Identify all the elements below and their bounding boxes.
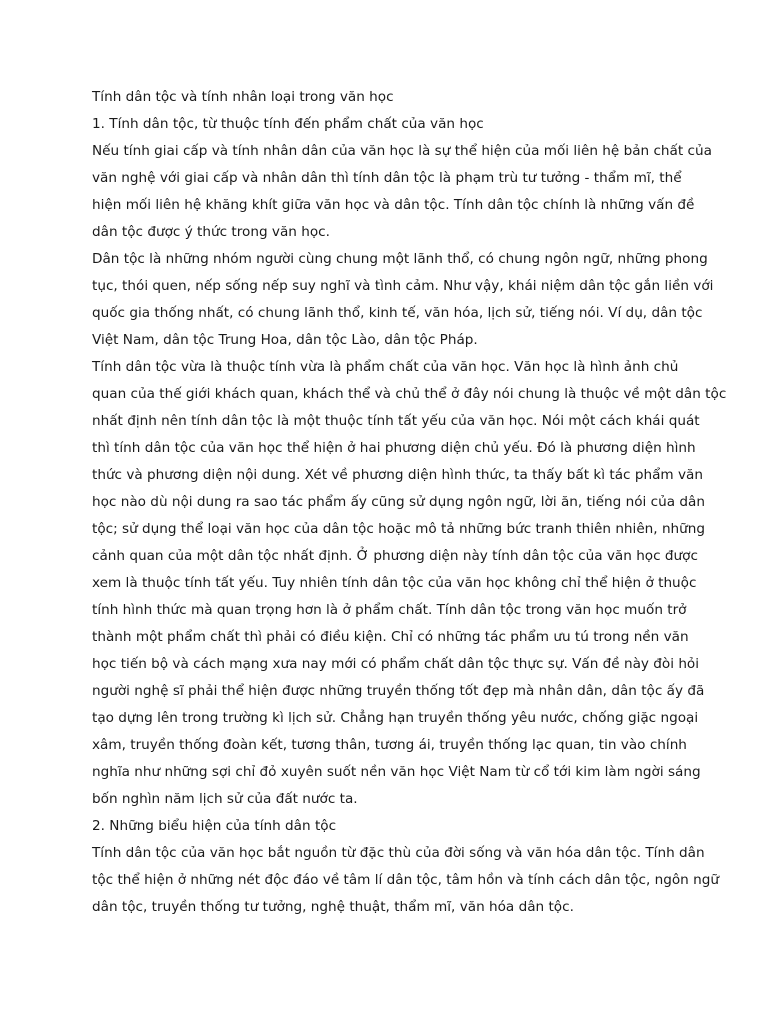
text-line: tộc thể hiện ở những nét độc đáo về tâm lí dân tộc, tâm hồn và tính cách dân tộc, ngôn ngữ: [92, 872, 719, 888]
section-1-paragraph-3: [92, 354, 727, 813]
text-line: quốc gia thống nhất, có chung lãnh thổ, kinh tế, văn hóa, lịch sử, tiếng nói. Ví dụ, dân tộc: [92, 305, 703, 321]
text-line: Tính dân tộc của văn học bắt nguồn từ đặc thù của đời sống và văn hóa dân tộc. Tính dân: [92, 845, 705, 861]
text-line: văn nghệ với giai cấp và nhân dân thì tính dân tộc là phạm trù tư tưởng - thẩm mĩ, thể: [92, 170, 682, 186]
section-2-paragraph-1: [92, 840, 719, 921]
text-line: thức và phương diện nội dung. Xét về phương diện hình thức, ta thấy bất kì tác phẩm văn: [92, 467, 703, 483]
section-1-heading: 1. Tính dân tộc, từ thuộc tính đến phẩm chất của văn học: [92, 116, 484, 132]
text-line: cảnh quan của một dân tộc nhất định. Ở phương diện này tính dân tộc của văn học được: [92, 548, 698, 564]
text-line: xâm, truyền thống đoàn kết, tương thân, tương ái, truyền thống lạc quan, tin vào chính: [92, 737, 687, 753]
text-line: người nghệ sĩ phải thể hiện được những truyền thống tốt đẹp mà nhân dân, dân tộc ấy đã: [92, 683, 705, 699]
text-line: dân tộc được ý thức trong văn học.: [92, 224, 330, 240]
section-1-paragraph-1: [92, 138, 712, 246]
text-line: thành một phẩm chất thì phải có điều kiện. Chỉ có những tác phẩm ưu tú trong nền văn: [92, 629, 689, 645]
text-line: tính hình thức mà quan trọng hơn là ở phẩm chất. Tính dân tộc trong văn học muốn trở: [92, 602, 687, 618]
section-1-paragraph-2: [92, 246, 714, 354]
text-line: Việt Nam, dân tộc Trung Hoa, dân tộc Lào, dân tộc Pháp.: [92, 332, 478, 348]
text-line: nghĩa như những sợi chỉ đỏ xuyên suốt nền văn học Việt Nam từ cổ tới kim làm ngời sáng: [92, 764, 701, 780]
document-title: Tính dân tộc và tính nhân loại trong văn học: [92, 89, 394, 105]
text-line: thì tính dân tộc của văn học thể hiện ở hai phương diện chủ yếu. Đó là phương diện hình: [92, 440, 696, 456]
text-line: quan của thế giới khách quan, khách thể và chủ thể ở đây nói chung là thuộc về một dân tộc: [92, 386, 727, 402]
text-line: hiện mối liên hệ khăng khít giữa văn học và dân tộc. Tính dân tộc chính là những vấn đề: [92, 197, 695, 213]
text-line: tạo dựng lên trong trường kì lịch sử. Chẳng hạn truyền thống yêu nước, chống giặc ngoại: [92, 710, 699, 726]
text-line: nhất định nên tính dân tộc là một thuộc tính tất yếu của văn học. Nói một cách khái quát: [92, 413, 700, 429]
text-line: học nào dù nội dung ra sao tác phẩm ấy cũng sử dụng ngôn ngữ, lời ăn, tiếng nói của dân: [92, 494, 705, 510]
section-2-heading: 2. Những biểu hiện của tính dân tộc: [92, 818, 337, 834]
text-line: bốn nghìn năm lịch sử của đất nước ta.: [92, 791, 358, 807]
text-line: Nếu tính giai cấp và tính nhân dân của văn học là sự thể hiện của mối liên hệ bản chất của: [92, 143, 712, 159]
text-line: tục, thói quen, nếp sống nếp suy nghĩ và tình cảm. Như vậy, khái niệm dân tộc gắn liền với: [92, 278, 714, 294]
text-line: Dân tộc là những nhóm người cùng chung một lãnh thổ, có chung ngôn ngữ, những phong: [92, 251, 708, 267]
text-line: dân tộc, truyền thống tư tưởng, nghệ thuật, thẩm mĩ, văn hóa dân tộc.: [92, 899, 574, 915]
document-body: [92, 84, 727, 921]
text-line: xem là thuộc tính tất yếu. Tuy nhiên tính dân tộc của văn học không chỉ thể hiện ở thuộc: [92, 575, 697, 591]
text-line: học tiến bộ và cách mạng xưa nay mới có phẩm chất dân tộc thực sự. Vấn đề này đòi hỏi: [92, 656, 700, 672]
text-line: Tính dân tộc vừa là thuộc tính vừa là phẩm chất của văn học. Văn học là hình ảnh chủ: [92, 359, 679, 375]
text-line: tộc; sử dụng thể loại văn học của dân tộc hoặc mô tả những bức tranh thiên nhiên, những: [92, 521, 706, 537]
